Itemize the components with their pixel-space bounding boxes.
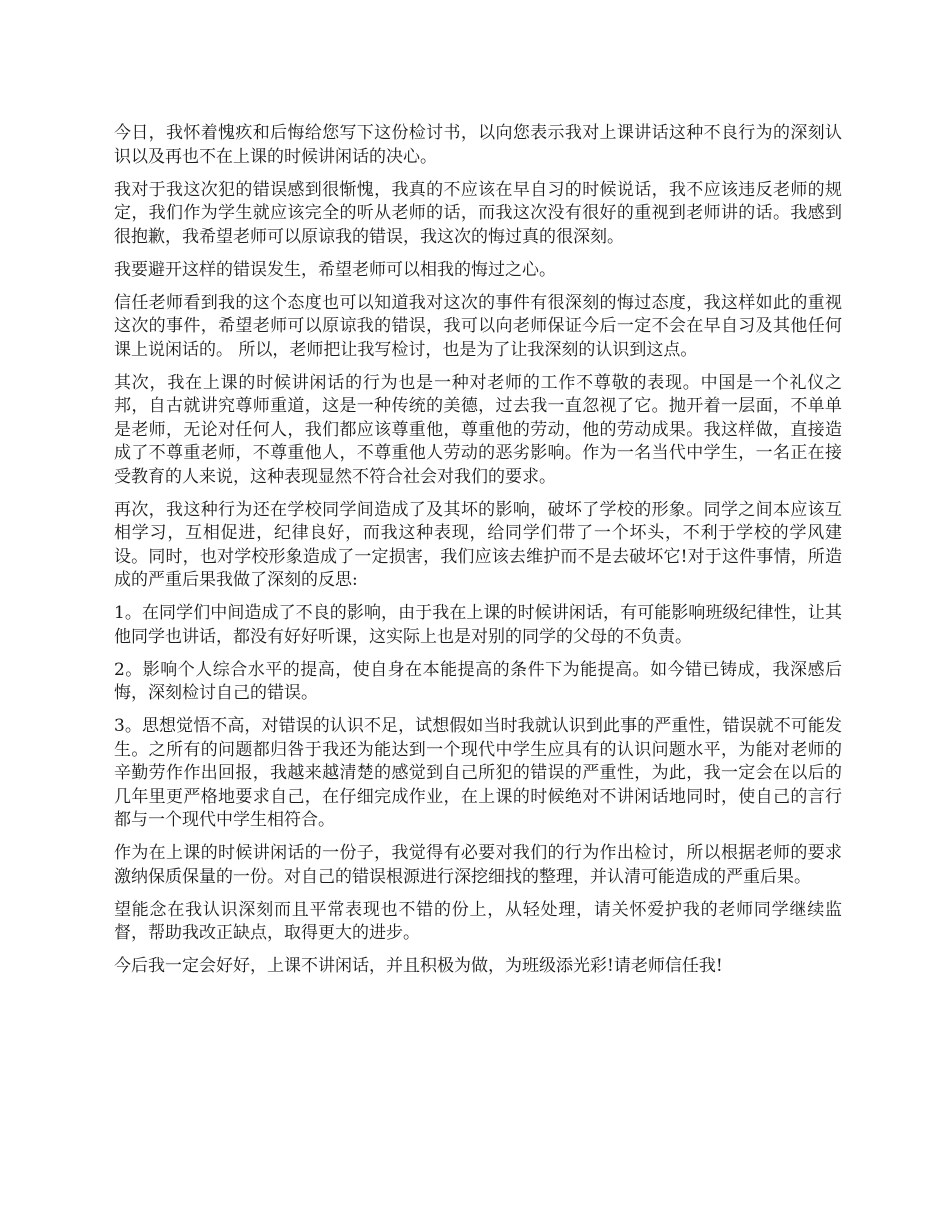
paragraph-8: 2。影响个人综合水平的提高，使自身在本能提高的条件下为能提高。如今错已铸成，我深感后悔，深刻检讨自己的错误。 (114, 659, 842, 703)
paragraph-4: 信任老师看到我的这个态度也可以知道我对这次的事件有很深刻的悔过态度，我这样如此的重视这次的事件，希望老师可以原谅我的错误，我可以向老师保证今后一定不会在早自习及其他任何课上说闲话的。 所以，老师把让我写检讨，也是为了让我深刻的认识到这点。 (114, 292, 842, 360)
paragraph-7: 1。在同学们中间造成了不良的影响，由于我在上课的时候讲闲话，有可能影响班级纪律性，让其他同学也讲话，都没有好好听课，这实际上也是对别的同学的父母的不负责。 (114, 603, 842, 647)
paragraph-10: 作为在上课的时候讲闲话的一份子，我觉得有必要对我们的行为作出检讨，所以根据老师的要求激纳保质保量的一份。对自己的错误根源进行深挖细找的整理，并认清可能造成的严重后果。 (114, 843, 842, 887)
paragraph-3: 我要避开这样的错误发生，希望老师可以相我的悔过之心。 (114, 259, 556, 280)
paragraph-9: 3。思想觉悟不高，对错误的认识不足，试想假如当时我就认识到此事的严重性，错误就不可能发生。之所有的问题都归咎于我还为能达到一个现代中学生应具有的认识问题水平，为能对老师的辛勤劳作作出回报，我越来越清楚的感觉到自己所犯的错误的严重性，为此，我一定会在以后的几年里更严格地要求自己，在仔细完成作业，在上课的时候绝对不讲闲话地同时，使自己的言行都与一个现代中学生相符合。 (114, 716, 842, 830)
paragraph-1: 今日，我怀着愧疚和后悔给您写下这份检讨书，以向您表示我对上课讲话这种不良行为的深刻认识以及再也不在上课的时候讲闲话的决心。 (114, 123, 842, 167)
paragraph-5: 其次，我在上课的时候讲闲话的行为也是一种对老师的工作不尊敬的表现。中国是一个礼仪之邦，自古就讲究尊师重道，这是一种传统的美德，过去我一直忽视了它。抛开着一层面，不单单是老师，无论对任何人，我们都应该尊重他，尊重他的劳动，他的劳动成果。我这样做，直接造成了不尊重老师，不尊重他人，不尊重他人劳动的恶劣影响。作为一名当代中学生，一名正在接受教育的人来说，这种表现显然不符合社会对我们的要求。 (114, 372, 842, 487)
document-body (114, 122, 842, 988)
paragraph-12: 今后我一定会好好，上课不讲闲话，并且积极为做，为班级添光彩!请老师信任我! (114, 956, 723, 976)
paragraph-6: 再次，我这种行为还在学校同学间造成了及其坏的影响，破坏了学校的形象。同学之间本应该互相学习，互相促进，纪律良好，而我这种表现，给同学们带了一个坏头，不利于学校的学风建设。同时，也对学校形象造成了一定损害，我们应该去维护而不是去破坏它!对于这件事情，所造成的严重后果我做了深刻的反思: (114, 499, 842, 590)
paragraph-11: 望能念在我认识深刻而且平常表现也不错的份上，从轻处理，请关怀爱护我的老师同学继续监督，帮助我改正缺点，取得更大的进步。 (114, 899, 842, 943)
paragraph-2: 我对于我这次犯的错误感到很惭愧，我真的不应该在早自习的时候说话，我不应该违反老师的规定，我们作为学生就应该完全的听从老师的话，而我这次没有很好的重视到老师讲的话。我感到很抱歉，我希望老师可以原谅我的错误，我这次的悔过真的很深刻。 (114, 179, 842, 247)
